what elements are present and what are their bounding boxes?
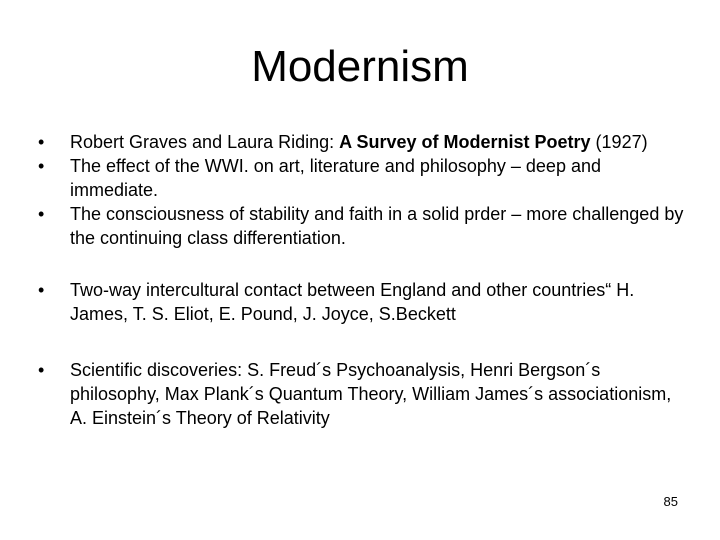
- bullet-list: [38, 130, 688, 430]
- bullet-text: Two-way intercultural contact between England and other countries“ H. James, T. S. Eliot, E. Pound, J. Joyce, S.Beckett: [70, 280, 635, 324]
- bullet-item-stability: [38, 202, 688, 250]
- bullet-text-prefix: Robert Graves and Laura Riding:: [70, 132, 340, 152]
- bullet-text-suffix: (1927): [590, 132, 648, 152]
- bullet-text: Scientific discoveries: S. Freud´s Psychoanalysis, Henri Bergson´s philosophy, Max Plank´s Quantum Theory, William James´s associationism, A. Einstein´s Theory of Relativity: [70, 360, 672, 428]
- page-number: 85: [663, 494, 678, 509]
- bullet-marker: •: [38, 360, 45, 380]
- book-title: A Survey of Modernist Poetry: [339, 132, 591, 152]
- bullet-item-scientific: [38, 358, 688, 430]
- bullet-marker: •: [38, 156, 45, 176]
- bullet-marker: •: [38, 280, 45, 300]
- slide-title: Modernism: [251, 42, 469, 91]
- bullet-item-survey: [38, 130, 688, 154]
- bullet-marker: •: [38, 132, 45, 152]
- bullet-item-intercultural: [38, 278, 688, 326]
- bullet-text: The consciousness of stability and faith in a solid prder – more challenged by the continuing class differentiation.: [70, 204, 684, 248]
- bullet-text: The effect of the WWI. on art, literature and philosophy – deep and immediate.: [70, 156, 601, 200]
- bullet-item-wwi: [38, 154, 688, 202]
- bullet-marker: •: [38, 204, 45, 224]
